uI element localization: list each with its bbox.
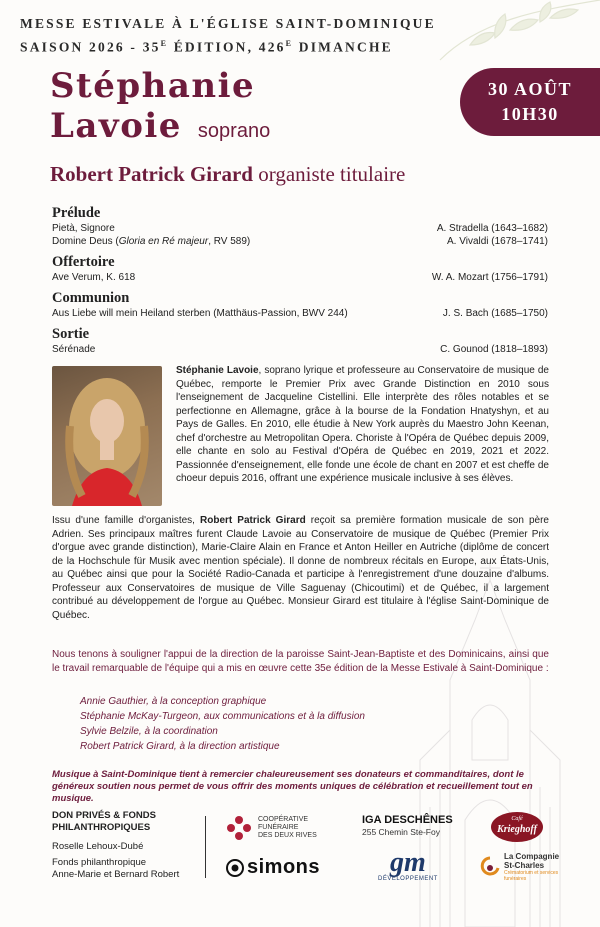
coop-funeraire-logo: COOPÉRATIVE FUNÉRAIRE DES DEUX RIVES [226,815,317,841]
iga-logo: IGA DESCHÊNES 255 Chemin Ste-Foy [362,814,453,837]
performer-role: soprano [197,120,271,142]
event-date: 30 AOÛT [487,79,572,99]
flower-icon [226,815,252,841]
organist-name: Robert Patrick Girard [50,162,253,186]
acknowledgement: Nous tenons à souligner l'appui de la direction de la paroisse Saint-Jean-Baptiste et des Dominicains, ainsi que le travail remarquable de l'équipe qui a mis en œuvre cette 35e édition de la Messe Estivale à Saint-Dominique : [52,649,549,674]
date-badge [460,68,600,136]
program-section-title: Communion [52,290,130,306]
donor-fund: Fonds philanthropique Anne-Marie et Bernard Robert [52,857,180,880]
piece-title: Ave Verum, K. 618 [52,272,136,283]
program-piece [52,235,548,248]
cafe-krieghoff-logo: Café Krieghoff [491,812,543,842]
closing-thanks: Musique à Saint-Dominique tient à remercier chaleureusement ses donateurs et commanditaires, dont le généreux soutien nous permet de vous offrir des moments uniques de célébration et recueillement tout en musique. [52,769,533,804]
credit-item: Robert Patrick Girard, à la direction artistique [80,741,280,752]
header-line-1: MESSE ESTIVALE À L'ÉGLISE SAINT-DOMINIQUE [20,16,436,31]
program-section-title: Sortie [52,326,90,342]
gm-developpement-logo: gm DÉVELOPPEMENT [378,847,438,882]
program-piece [52,271,548,284]
swirl-icon [480,856,500,878]
header-line-2: SAISON $2026 - 35^E$ ÉDITION, $426^E$ DIMANCHE [20,39,393,55]
piece-title: Domine Deus (Gloria en Ré majeur, RV 589) [52,236,251,247]
piece-composer: C. Gounod (1818–1893) [440,344,548,355]
piece-composer: J. S. Bach (1685–1750) [442,308,548,319]
divider [205,816,206,878]
performer-last-name: Lavoie [50,106,182,146]
simons-logo: simons [226,856,320,879]
program [52,199,548,356]
program-piece [52,343,548,356]
team-credits [80,694,365,754]
piece-composer: A. Vivaldi (1678–1741) [447,236,548,247]
event-time: 10H30 [501,104,559,124]
program-piece [52,222,548,235]
organist-line [50,162,405,187]
soprano-biography: Stéphanie Lavoie, soprano lyrique et professeure au Conservatoire de musique de Québec, remporte le Premier Prix avec Grande Distinction en 2010 sous l'enseignement de Jacqueline Cistellini. Elle interprète des rôles notables et se perfectionne en Allemagne, grâce à la bourse de la Fondation Hnatyshyn, et au Pays de Galles. En 2010, elle étudie à New York auprès du Maestro John Keenan, chef d'orchestre au Metropolitan Opera. Choriste à l'Opéra de Québec depuis 2009, elle chante en solo au Festival d'Opéra de Québec en 2019, 2021 et 2022. Passionnée d'enseignement, elle fonde une école de chant en 2007 et est cheffe de choeur depuis 2016, offrant une expérience musicale inclusive à ses élèves. [176,365,549,484]
piece-composer: A. Stradella (1643–1682) [436,223,548,234]
performer-first-name: Stéphanie [50,66,256,106]
piece-title: Sérénade [52,344,96,355]
piece-title: Aus Liebe will mein Heiland sterben (Matthäus-Passion, BWV 244) [52,308,348,319]
program-section-title: Prélude [52,205,101,221]
credit-item: Stéphanie McKay-Turgeon, aux communications et à la diffusion [80,711,365,722]
program-section-title: Offertoire [52,254,115,270]
donors-title: DON PRIVÉS & FONDS PHILANTHROPIQUES [52,810,156,833]
donor-person: Roselle Lehoux-Dubé [52,841,144,852]
credit-item: Annie Gauthier, à la conception graphique [80,696,267,707]
piece-composer: W. A. Mozart (1756–1791) [431,272,548,283]
organist-role: organiste titulaire [258,162,406,186]
event-header [20,14,436,58]
credit-item: Sylvie Belzile, à la coordination [80,726,218,737]
piece-title: Pietà, Signore [52,223,115,234]
program-piece [52,307,548,320]
performer-photo [52,366,162,506]
performer-name [50,66,270,151]
simons-mark-icon [226,859,244,877]
compagnie-st-charles-logo: La Compagnie St-Charles Crématorium et services funéraires [480,852,564,882]
organist-biography: Issu d'une famille d'organistes, Robert Patrick Girard reçoit sa première formation musicale de son père Adrien. Ses principaux maîtres furent Claude Lavoie au Conservatoire de musique de Québec (Premier Prix d'orgue avec grande distinction), Marie-Claire Alain en France et Anton Heiller en Autriche (diplôme de concert de la Hochschule für Musik avec mention spéciale). Il donne de nombreux récitals en Europe, aux États-Unis, au Québec ainsi que pour la Société Radio-Canada et participe à l'enregistrement d'une douzaine d'albums. Professeur aux Conservatoires de musique de Ville Saguenay (Chicoutimi) et de Québec, il a largement contribué au développement de l'orgue au Québec. Monsieur Girard est titulaire à l'église Saint-Dominique de Québec. [52,515,549,621]
